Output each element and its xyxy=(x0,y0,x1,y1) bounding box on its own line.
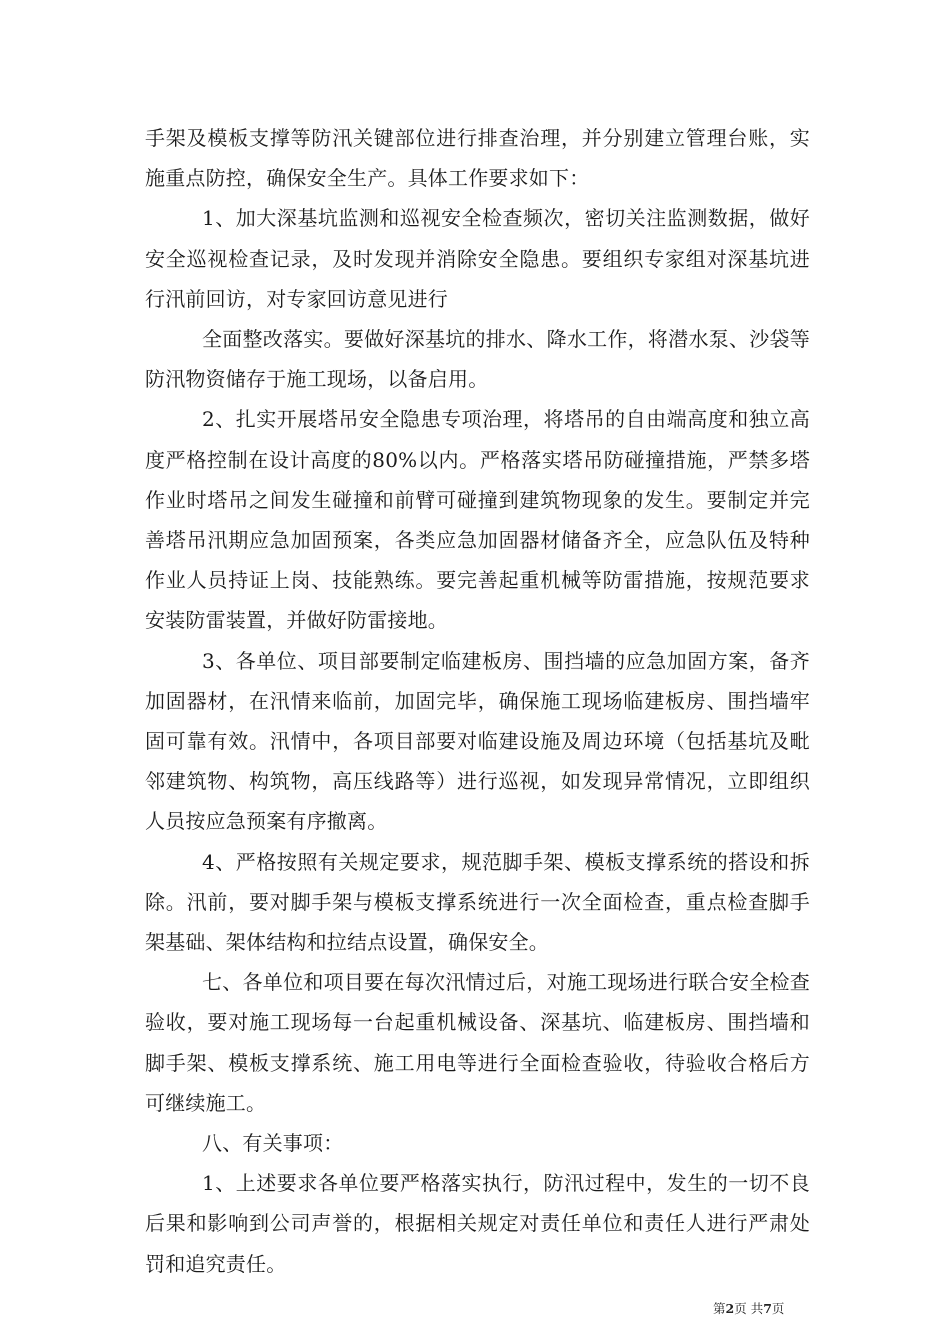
paragraph-temporary-housing: 3、各单位、项目部要制定临建板房、围挡墙的应急加固方案，备齐加固器材，在汛情来临前，加固完毕，确保施工现场临建板房、围挡墙牢固可靠有效。汛情中，各项目部要对临建设施及周边环境（包括基坑及毗邻建筑物、构筑物，高压线路等）进行巡视，如发现异常情况，立即组织人员按应急预案有序撤离。 xyxy=(145,648,810,834)
footer-middle: 页 共 xyxy=(734,1301,764,1316)
footer-current-page: 2 xyxy=(725,1301,735,1316)
footer-suffix: 页 xyxy=(771,1301,785,1316)
footer-total-pages: 7 xyxy=(763,1301,772,1316)
paragraph-scaffolding: 4、严格按照有关规定要求，规范脚手架、模板支撑系统的搭设和拆除。汛前，要对脚手架与模板支撑系统进行一次全面检查，重点检查脚手架基础、架体结构和拉结点设置，确保安全。 xyxy=(145,849,810,955)
document-body xyxy=(145,118,810,1284)
paragraph-rectification: 全面整改落实。要做好深基坑的排水、降水工作，将潜水泵、沙袋等防汛物资储存于施工现场，以备启用。 xyxy=(145,327,810,392)
paragraph-responsibility: 1、上述要求各单位要严格落实执行，防汛过程中，发生的一切不良后果和影响到公司声誉的，根据相关规定对责任单位和责任人进行严肃处罚和追究责任。 xyxy=(145,1171,810,1276)
page-footer xyxy=(713,1301,784,1317)
paragraph-deep-pit: 1、加大深基坑监测和巡视安全检查频次，密切关注监测数据，做好安全巡视检查记录，及时发现并消除安全隐患。要组织专家组对深基坑进行汛前回访，对专家回访意见进行 xyxy=(145,206,810,311)
paragraph-section-eight-heading: 八、有关事项： xyxy=(202,1131,344,1156)
paragraph-tower-crane: 2、扎实开展塔吊安全隐患专项治理，将塔吊的自由端高度和独立高度严格控制在设计高度的80%以内。严格落实塔吊防碰撞措施，严禁多塔作业时塔吊之间发生碰撞和前臂可碰撞到建筑物现象的发生。要制定并完善塔吊汛期应急加固预案，各类应急加固器材储备齐全，应急队伍及特种作业人员持证上岗、技能熟练。要完善起重机械等防雷措施，按规范要求安装防雷装置，并做好防雷接地。 xyxy=(145,407,810,633)
paragraph-continuation: 手架及模板支撑等防汛关键部位进行排查治理，并分别建立管理台账，实施重点防控，确保安全生产。具体工作要求如下： xyxy=(145,126,810,191)
paragraph-section-seven: 七、各单位和项目要在每次汛情过后，对施工现场进行联合安全检查验收，要对施工现场每一台起重机械设备、深基坑、临建板房、围挡墙和脚手架、模板支撑系统、施工用电等进行全面检查验收，待验收合格后方可继续施工。 xyxy=(145,970,810,1115)
footer-prefix: 第 xyxy=(713,1301,726,1316)
